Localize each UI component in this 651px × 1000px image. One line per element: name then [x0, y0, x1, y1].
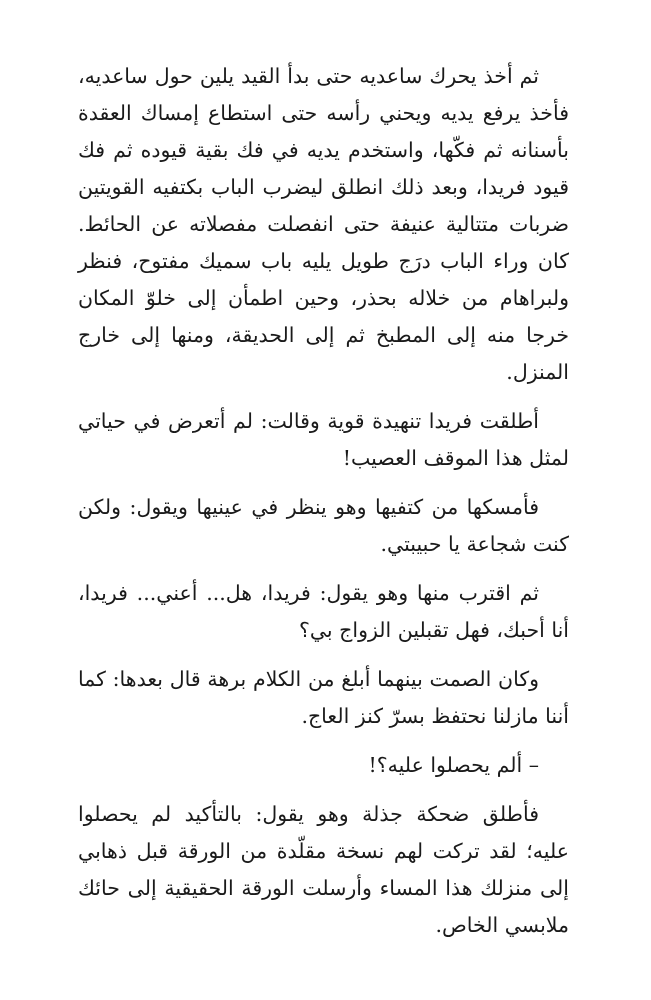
paragraph-escape: ثم أخذ يحرك ساعديه حتى بدأ القيد يلين حول ساعديه، فأخذ يرفع يديه ويحني رأسه حتى استطاع إمساك العقدة بأسنانه ثم فكّها، واستخدم يديه في فك بقية قيوده ثم فك قيود فريدا، وبعد ذلك انطلق ليضرب الباب بكتفيه القويتين ضربات متتالية عنيفة حتى انفصلت مفصلاته عن الحائط. كان وراء الباب درَج طويل يليه باب سميك مفتوح، فنظر ولبراهام من خلاله بحذر، وحين اطمأن إلى خلوّ المكان خرجا منه إلى المطبخ ثم إلى الحديقة، ومنها إلى خارج المنزل.: [78, 64, 569, 384]
paragraph-frida-sigh: أطلقت فريدا تنهيدة قوية وقالت: لم أتعرض في حياتي لمثل هذا الموقف العصيب!: [78, 409, 569, 470]
paragraph-proposal: ثم اقترب منها وهو يقول: فريدا، هل... أعني... فريدا، أنا أحبك، فهل تقبلين الزواج بي؟: [78, 581, 569, 642]
paragraph-silence: وكان الصمت بينهما أبلغ من الكلام برهة قال بعدها: كما أننا مازلنا نحتفظ بسرّ كنز العاج.: [78, 667, 569, 728]
book-page: [78, 58, 569, 956]
paragraph-laugh: فأطلق ضحكة جذلة وهو يقول: بالتأكيد لم يحصلوا عليه؛ لقد تركت لهم نسخة مقلّدة من الورقة قبل ذهابي إلى منزلك هذا المساء وأرسلت الورقة الحقيقية إلى حائك ملابسي الخاص.: [78, 802, 569, 937]
paragraph-question: – ألم يحصلوا عليه؟!: [368, 753, 539, 777]
paragraph-brave: فأمسكها من كتفيها وهو ينظر في عينيها ويقول: ولكن كنت شجاعة يا حبيبتي.: [78, 495, 569, 556]
